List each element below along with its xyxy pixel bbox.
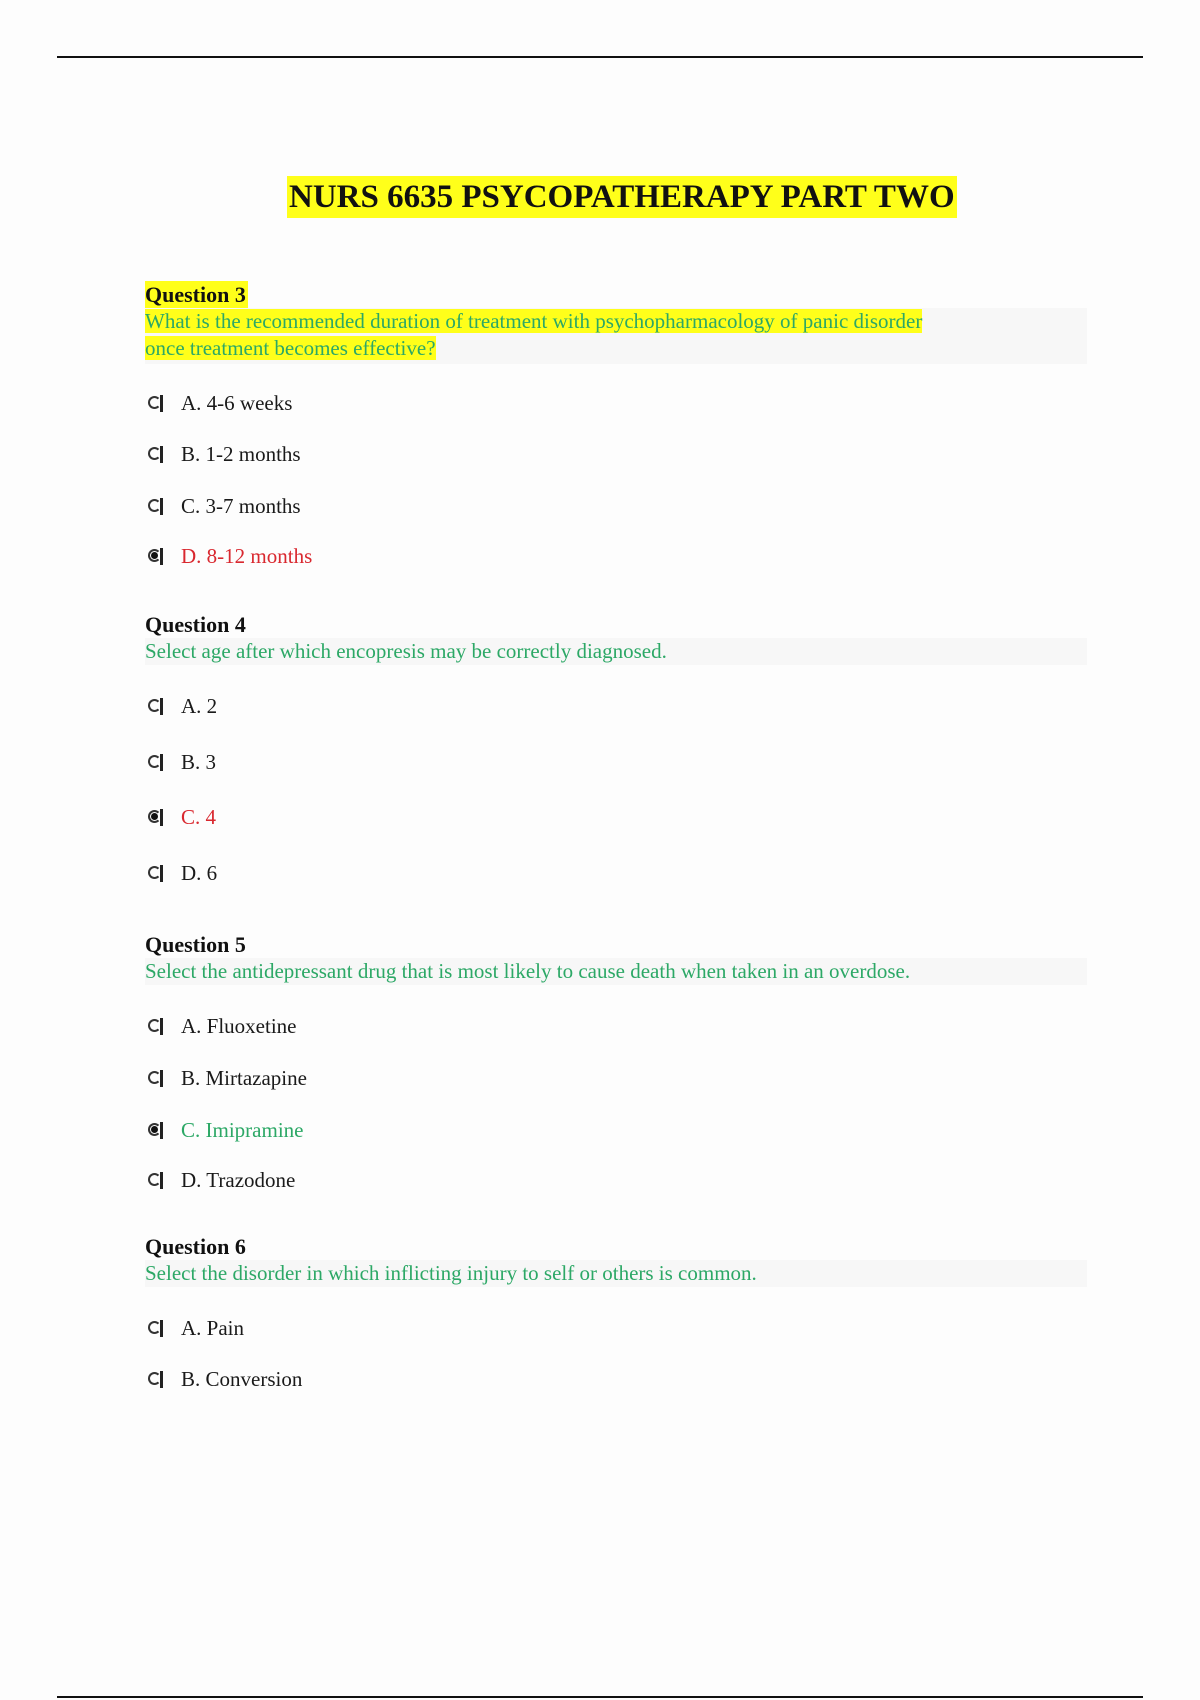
question-6-text [145, 1260, 1087, 1287]
option-label-selected: C. 4 [181, 804, 217, 829]
question-4-heading: Question 4 [145, 612, 246, 637]
question-3-text-line-1: What is the recommended duration of treatment with psychopharmacology of panic disorder [145, 309, 923, 333]
question-5-text [145, 958, 1087, 985]
option-label-selected: C. Imipramine [181, 1117, 304, 1142]
question-3-option-d[interactable] [145, 541, 312, 571]
radio-icon[interactable] [145, 1368, 167, 1390]
option-label: A. Fluoxetine [181, 1013, 297, 1038]
option-label: B. 1-2 months [181, 441, 301, 466]
radio-icon[interactable] [145, 751, 167, 773]
question-5-heading: Question 5 [145, 932, 246, 957]
option-label: A. 4-6 weeks [181, 390, 293, 415]
question-4-text-line-1: Select age after which encopresis may be correctly diagnosed. [145, 639, 667, 663]
option-label: D. Trazodone [181, 1167, 296, 1192]
radio-selected-icon[interactable] [145, 806, 167, 828]
question-4-text-box [145, 638, 1087, 665]
question-5-option-b[interactable] [145, 1063, 307, 1093]
question-5-text-box [145, 958, 1087, 985]
question-6-option-a[interactable] [145, 1313, 244, 1343]
question-3-text [145, 308, 1087, 362]
question-4-option-c[interactable] [145, 802, 216, 832]
radio-icon[interactable] [145, 392, 167, 414]
question-6-text-line-1: Select the disorder in which inflicting injury to self or others is common. [145, 1261, 757, 1285]
question-3-option-c[interactable] [145, 491, 301, 521]
option-label: B. 3 [181, 749, 217, 774]
option-label: B. Mirtazapine [181, 1065, 307, 1090]
question-6-text-box [145, 1260, 1087, 1287]
question-3-option-a[interactable] [145, 388, 292, 418]
question-5-option-c[interactable] [145, 1115, 303, 1145]
question-3-text-box [145, 308, 1087, 364]
radio-icon[interactable] [145, 495, 167, 517]
question-4-option-d[interactable] [145, 858, 217, 888]
option-label: C. 3-7 months [181, 493, 301, 518]
question-3-text-line-2: once treatment becomes effective? [145, 336, 436, 360]
question-5-option-d[interactable] [145, 1165, 295, 1195]
top-rule [57, 56, 1143, 58]
question-3-option-b[interactable] [145, 439, 301, 469]
bottom-rule [57, 1696, 1143, 1698]
question-5-text-line-1: Select the antidepressant drug that is most likely to cause death when taken in an overdose. [145, 959, 911, 983]
question-3-heading: Question 3 [145, 282, 246, 307]
radio-icon[interactable] [145, 1067, 167, 1089]
option-label-selected: D. 8-12 months [181, 543, 313, 568]
question-6-option-b[interactable] [145, 1364, 302, 1394]
radio-icon[interactable] [145, 443, 167, 465]
option-label: A. 2 [181, 693, 218, 718]
radio-icon[interactable] [145, 1317, 167, 1339]
question-5-option-a[interactable] [145, 1011, 297, 1041]
radio-icon[interactable] [145, 1169, 167, 1191]
option-label: D. 6 [181, 860, 218, 885]
question-4-option-b[interactable] [145, 747, 216, 777]
radio-icon[interactable] [145, 695, 167, 717]
page-title: NURS 6635 PSYCOPATHERAPY PART TWO [287, 176, 957, 218]
option-label: B. Conversion [181, 1366, 303, 1391]
radio-icon[interactable] [145, 862, 167, 884]
question-6-heading: Question 6 [145, 1234, 246, 1259]
radio-selected-icon[interactable] [145, 545, 167, 567]
radio-selected-icon[interactable] [145, 1119, 167, 1141]
question-4-text [145, 638, 1087, 665]
question-4-option-a[interactable] [145, 691, 217, 721]
option-label: A. Pain [181, 1315, 244, 1340]
radio-icon[interactable] [145, 1015, 167, 1037]
